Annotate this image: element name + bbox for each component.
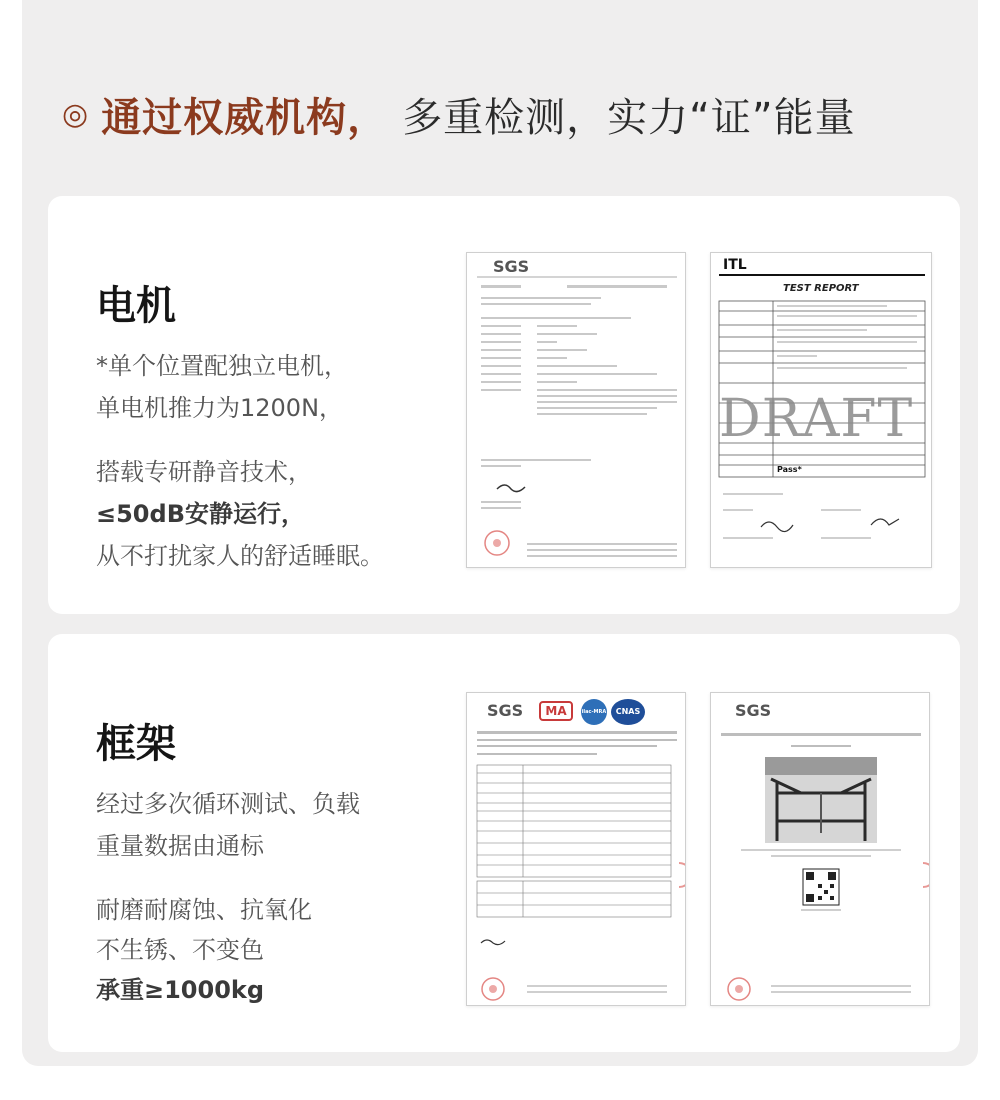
motor-line-1: *单个位置配独立电机， [96,352,348,380]
draft-watermark: DRAFT [719,389,914,449]
test-result-value: Pass* [777,465,802,474]
itl-test-report-image [710,252,932,568]
itl-logo: ITL [723,257,747,273]
test-report-heading: TEST REPORT [783,283,859,294]
motor-line-5: 从不打扰家人的舒适睡眠。 [96,542,384,570]
page-headline [62,88,856,140]
sgs-certificate-image [466,252,686,568]
ma-badge: MA [539,701,573,721]
circle-mark-icon: ◎ [62,96,90,132]
frame-title: 框架 [96,721,176,767]
cnas-badge: CNAS [611,699,645,725]
motor-card [48,196,960,614]
motor-line-4: ≤50dB安静运行， [96,500,305,528]
sgs-report-body [467,693,686,1006]
frame-line-3: 耐磨耐腐蚀、抗氧化 [96,896,312,924]
sgs-logo: SGS [493,257,530,276]
motor-title: 电机 [96,283,176,329]
motor-line-3: 搭载专研静音技术， [96,458,312,486]
sgs-certificate-body [467,253,686,568]
headline-accent: 通过权威机构， [101,94,389,141]
frame-line-4: 不生锈、不变色 [96,936,264,964]
frame-card [48,634,960,1052]
page-background [22,0,978,1066]
headline-rest: 多重检测，实力“证”能量 [402,94,856,141]
sgs-sample-photo-report-image [710,692,930,1006]
sgs-photo-report-body [711,693,930,1006]
sgs-logo: SGS [735,701,772,720]
sgs-test-report-image [466,692,686,1006]
sgs-logo: SGS [487,701,524,720]
ilac-mra-badge: ilac-MRA [581,699,607,725]
motor-line-2: 单电机推力为1200N， [96,394,344,422]
frame-line-1: 经过多次循环测试、负载 [96,790,360,818]
frame-line-2: 重量数据由通标 [96,832,264,860]
frame-line-5: 承重≥1000kg [96,976,265,1004]
